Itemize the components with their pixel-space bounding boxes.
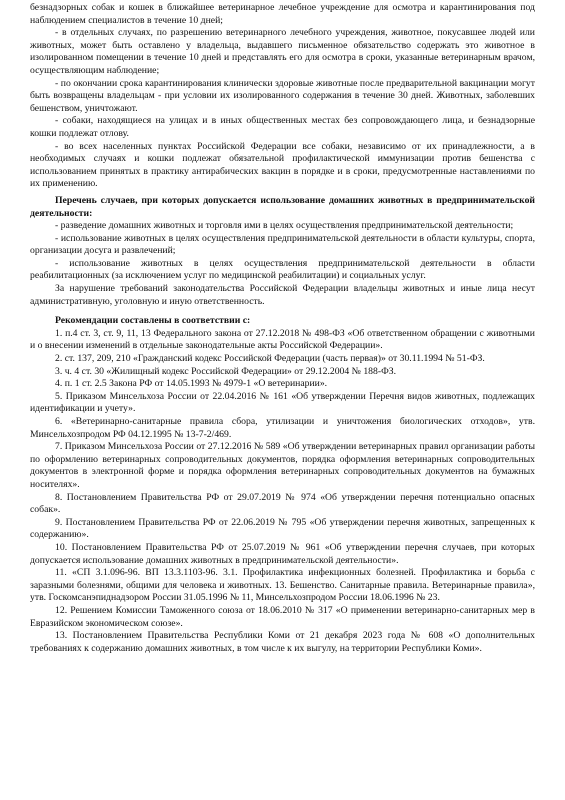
intro-paragraph: - во всех населенных пунктах Российской Федерации все собаки, независимо от их принадлежности, а в необходимых случаях и кошки подлежат обязательной профилактической иммунизации против бешенства с использованием принятых в практику антирабических вакцин в порядке и в сроки, предусмотренные наставлениями по их применению. [30,140,535,190]
reference-item: 8. Постановлением Правительства РФ от 29.07.2019 № 974 «Об утверждении перечня потенциально опасных собак». [30,491,535,516]
reference-item: 1. п.4 ст. 3, ст. 9, 11, 13 Федерального закона от 27.12.2018 № 498-ФЗ «Об ответственном обращении с животными и о внесении изменений в отдельные законодательные акты Российской Федерации». [30,327,535,352]
liability-note: За нарушение требований законодательства Российской Федерации владельцы животных и иные лица несут административную, уголовную и иную ответственность. [30,283,535,307]
references-heading: Рекомендации составлены в соответствии с: [55,315,251,327]
reference-item: 6. «Ветеринарно-санитарные правила сбора, утилизации и уничтожения биологических отходов», утв. Минсельхозпродом РФ 04.12.1995 № 13-7-2/469. [30,416,535,440]
reference-item: 3. ч. 4 ст. 30 «Жилищный кодекс Российской Федерации» от 29.12.2004 № 188-ФЗ. [55,365,397,377]
section-heading: Перечень случаев, при которых допускается использование домашних животных в предпринимательской деятельности: [30,194,535,219]
reference-item: 12. Решением Комиссии Таможенного союза от 18.06.2010 № 317 «О применении ветеринарно-санитарных мер в Евразийском экономическом союзе». [30,604,535,629]
intro-paragraph-continuation: безнадзорных собак и кошек в ближайшее ветеринарное лечебное учреждение для осмотра и карантинирования под наблюдением специалистов в течение 10 дней; [30,2,535,26]
reference-item: 13. Постановлением Правительства Республики Коми от 21 декабря 2023 года № 608 «О дополнительных требованиях к содержанию домашних животных, в том числе к их выгулу, на территории Республики Коми». [30,630,535,654]
section-item: - разведение домашних животных и торговля ими в целях осуществления предпринимательской деятельности; [55,220,514,232]
intro-paragraph: - собаки, находящиеся на улицах и в иных общественных местах без сопровождающего лица, и безнадзорные кошки подлежат отлову. [30,115,535,139]
reference-item: 4. п. 1 ст. 2.5 Закона РФ от 14.05.1993 № 4979-1 «О ветеринарии». [55,378,328,390]
section-item: - использование животных в целях осуществления предпринимательской деятельности в области реабилитационных (за исключением услуг по медицинской реабилитации) и социальных услуг. [30,257,535,282]
reference-item: 9. Постановлением Правительства РФ от 22.06.2019 № 795 «Об утверждении перечня животных, запрещенных к содержанию». [30,516,535,541]
reference-item: 5. Приказом Минсельхоза России от 22.04.2016 № 161 «Об утверждении Перечня видов животных, подлежащих идентификации и учету». [30,390,535,415]
reference-item: 2. ст. 137, 209, 210 «Гражданский кодекс Российской Федерации (часть первая)» от 30.11.1994 № 51-ФЗ. [55,353,485,365]
section-item: - использование животных в целях осуществления предпринимательской деятельности в области культуры, спорта, организации досуга и развлечений; [30,232,535,257]
intro-paragraph: - по окончании срока карантинирования клинически здоровые животные после предварительной вакцинации могут быть возвращены владельцам - при условии их изолированного содержания в течение 30 дней. Животных, заболевших бешенством, уничтожают. [30,77,535,114]
reference-item: 11. «СП 3.1.096-96. ВП 13.3.1103-96. 3.1. Профилактика инфекционных болезней. Профилактика и борьба с заразными болезнями, общими для человека и животных. 13. Бешенство. Санитарные правила. Ветеринарные правила», утв. Госкомсанэпиднадзором России 31.05.1996 № 11, Минсельхозпродом России 18.06.1996 № 23. [30,567,535,604]
reference-item: 7. Приказом Минсельхоза России от 27.12.2016 № 589 «Об утверждении ветеринарных правил организации работы по оформлению ветеринарных сопроводительных документов, порядка оформления ветеринарных сопроводительных документов в электронной форме и порядка оформления ветеринарных сопроводительных документов на бумажных носителях». [30,441,535,490]
reference-item: 10. Постановлением Правительства РФ от 25.07.2019 № 961 «Об утверждении перечня случаев, при которых допускается использование домашних животных в предпринимательской деятельности». [30,541,535,566]
intro-paragraph: - в отдельных случаях, по разрешению ветеринарного лечебного учреждения, животное, покусавшее людей или животных, может быть оставлено у владельца, выдавшего письменное обязательство содержать это животное в изолированном помещении в течение 10 дней и представлять его для осмотра в сроки, указанные ветеринарным врачом, осуществляющим наблюдение; [30,27,535,76]
